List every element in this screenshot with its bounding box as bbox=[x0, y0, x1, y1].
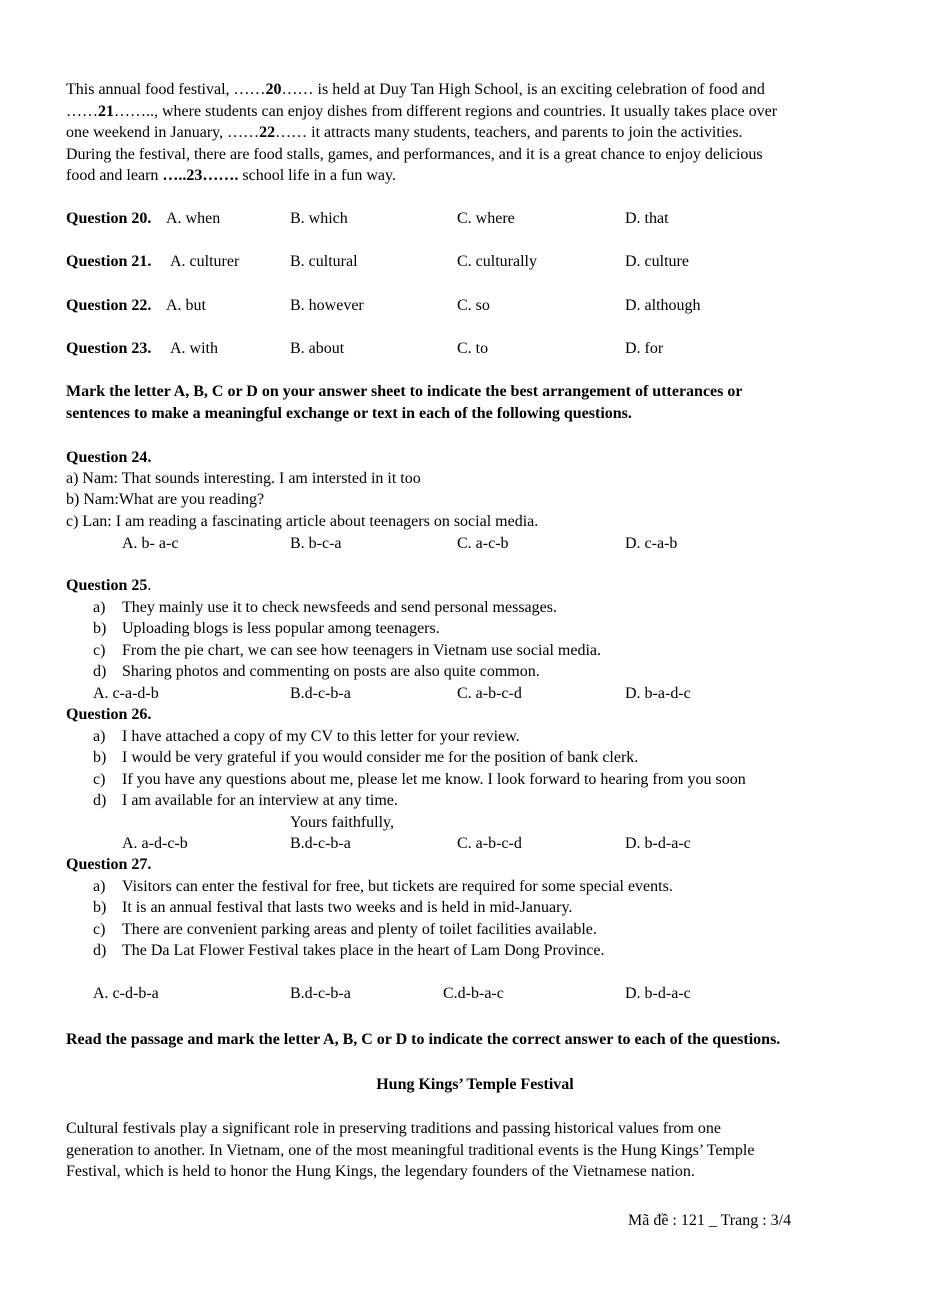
option-d[interactable]: D. b-a-d-c bbox=[625, 685, 691, 702]
question-label: Question 20. bbox=[66, 210, 152, 227]
cloze-passage bbox=[66, 79, 777, 187]
option-d[interactable]: D. culture bbox=[625, 253, 689, 270]
text: This annual food festival, …… bbox=[66, 81, 266, 98]
option-a[interactable]: A. c-d-b-a bbox=[93, 985, 159, 1002]
option-a[interactable]: A. culturer bbox=[170, 253, 240, 270]
item-letter: c) bbox=[93, 921, 106, 938]
option-d[interactable]: D. c-a-b bbox=[625, 535, 678, 552]
list-item bbox=[93, 640, 601, 662]
item-letter: d) bbox=[93, 663, 107, 680]
text: …….., where students can enjoy dishes from different regions and countries. It usually takes place over bbox=[114, 102, 778, 120]
item-letter: a) bbox=[93, 878, 106, 895]
item-text: I am available for an interview at any time. bbox=[122, 792, 398, 809]
question-label: Question 26. bbox=[66, 706, 152, 723]
item-letter: d) bbox=[93, 792, 107, 809]
option-d[interactable]: D. b-d-a-c bbox=[625, 985, 691, 1002]
reading-instruction: Read the passage and mark the letter A, B, C or D to indicate the correct answer to each of the questions. bbox=[66, 1031, 781, 1048]
item-letter: c) bbox=[93, 771, 106, 788]
text: …… bbox=[66, 102, 98, 120]
text: school life in a fun way. bbox=[238, 167, 396, 184]
passage-title: Hung Kings’ Temple Festival bbox=[376, 1076, 574, 1093]
option-a[interactable]: A. b- a-c bbox=[122, 535, 179, 552]
option-c[interactable]: C. culturally bbox=[457, 253, 537, 270]
item-letter: b) bbox=[93, 620, 107, 637]
question-label: Question 27. bbox=[66, 856, 152, 873]
item-text: They mainly use it to check newsfeeds and send personal messages. bbox=[122, 599, 557, 616]
option-c[interactable]: C. a-b-c-d bbox=[457, 685, 522, 702]
question-label: Question 24. bbox=[66, 449, 152, 466]
blank-number: 22 bbox=[259, 124, 276, 141]
option-a[interactable]: A. when bbox=[166, 210, 221, 227]
option-c[interactable]: C. where bbox=[457, 210, 515, 227]
list-item bbox=[93, 597, 557, 619]
option-c[interactable]: C. a-c-b bbox=[457, 535, 509, 552]
text: …… is held at Duy Tan High School, is an exciting celebration of food and bbox=[281, 81, 765, 98]
question-label: Question 23. bbox=[66, 340, 152, 357]
question-label: Question 21. bbox=[66, 253, 152, 270]
text: one weekend in January, …… bbox=[66, 124, 260, 141]
list-item bbox=[93, 769, 746, 791]
text: food and learn bbox=[66, 167, 163, 184]
option-a[interactable]: A. but bbox=[166, 297, 206, 314]
question-label-punct: . bbox=[147, 577, 152, 594]
option-b[interactable]: B.d-c-b-a bbox=[290, 985, 351, 1002]
passage-line bbox=[66, 101, 777, 123]
item-text: Visitors can enter the festival for free, but tickets are required for some special events. bbox=[122, 878, 673, 895]
option-d[interactable]: D. although bbox=[625, 297, 701, 314]
instruction-line: sentences to make a meaningful exchange or text in each of the following questions. bbox=[66, 404, 632, 422]
option-b[interactable]: B. which bbox=[290, 210, 348, 227]
passage-line: During the festival, there are food stalls, games, and performances, and it is a great chance to enjoy delicious bbox=[66, 145, 763, 163]
item-text: From the pie chart, we can see how teenagers in Vietnam use social media. bbox=[122, 642, 602, 659]
option-b[interactable]: B. b-c-a bbox=[290, 535, 342, 552]
instruction-line: Mark the letter A, B, C or D on your answer sheet to indicate the best arrangement of utterances or bbox=[66, 383, 743, 400]
passage-line bbox=[66, 79, 777, 101]
item-text: Sharing photos and commenting on posts are also quite common. bbox=[122, 663, 540, 680]
option-a[interactable]: A. a-d-c-b bbox=[122, 835, 188, 852]
passage-line bbox=[66, 165, 777, 187]
question-label-text: Question 25 bbox=[66, 577, 148, 594]
letter-closing: Yours faithfully, bbox=[290, 814, 395, 831]
option-c[interactable]: C. a-b-c-d bbox=[457, 835, 522, 852]
option-b[interactable]: B. about bbox=[290, 340, 345, 357]
item-letter: b) bbox=[93, 899, 107, 916]
arrangement-instruction bbox=[66, 381, 742, 424]
option-c[interactable]: C. so bbox=[457, 297, 490, 314]
option-b[interactable]: B. however bbox=[290, 297, 364, 314]
item-text: I have attached a copy of my CV to this letter for your review. bbox=[122, 728, 520, 745]
list-item bbox=[93, 919, 597, 941]
passage-line: Festival, which is held to honor the Hung Kings, the legendary founders of the Vietnamese nation. bbox=[66, 1163, 695, 1180]
blank-number: 21 bbox=[98, 102, 114, 120]
question-label: Question 22. bbox=[66, 297, 152, 314]
item-text: Uploading blogs is less popular among teenagers. bbox=[122, 620, 440, 637]
option-b[interactable]: B.d-c-b-a bbox=[290, 685, 351, 702]
dialogue-line: c) Lan: I am reading a fascinating article about teenagers on social media. bbox=[66, 513, 539, 530]
item-letter: d) bbox=[93, 942, 107, 959]
item-letter: a) bbox=[93, 728, 106, 745]
option-a[interactable]: A. with bbox=[170, 340, 218, 357]
option-a[interactable]: A. c-a-d-b bbox=[93, 685, 159, 702]
list-item bbox=[93, 618, 440, 640]
reading-passage bbox=[66, 1118, 754, 1183]
option-b[interactable]: B.d-c-b-a bbox=[290, 835, 351, 852]
option-d[interactable]: D. b-d-a-c bbox=[625, 835, 691, 852]
list-item bbox=[93, 940, 605, 962]
blank-number: 20 bbox=[265, 81, 282, 98]
question-label bbox=[66, 575, 151, 597]
blank-number: …..23……. bbox=[162, 167, 239, 184]
list-item bbox=[93, 897, 572, 919]
list-item bbox=[93, 726, 520, 748]
item-text: There are convenient parking areas and plenty of toilet facilities available. bbox=[122, 921, 597, 938]
option-d[interactable]: D. for bbox=[625, 340, 664, 357]
item-text: The Da Lat Flower Festival takes place in the heart of Lam Dong Province. bbox=[122, 942, 605, 959]
option-c[interactable]: C. to bbox=[457, 340, 489, 357]
item-letter: c) bbox=[93, 642, 106, 659]
list-item bbox=[93, 661, 540, 683]
text: …… it attracts many students, teachers, and parents to join the activities. bbox=[275, 124, 743, 141]
list-item bbox=[93, 876, 673, 898]
item-letter: b) bbox=[93, 749, 107, 766]
passage-line: Cultural festivals play a significant role in preserving traditions and passing historical values from one bbox=[66, 1120, 721, 1137]
item-text: If you have any questions about me, please let me know. I look forward to hearing from you soon bbox=[122, 771, 746, 788]
passage-line bbox=[66, 122, 777, 144]
option-c[interactable]: C.d-b-a-c bbox=[443, 985, 504, 1002]
item-text: It is an annual festival that lasts two weeks and is held in mid-January. bbox=[122, 899, 573, 916]
passage-line: generation to another. In Vietnam, one of the most meaningful traditional events is the Hung Kings’ Temple bbox=[66, 1141, 755, 1159]
list-item bbox=[93, 747, 638, 769]
dialogue-line: a) Nam: That sounds interesting. I am intersted in it too bbox=[66, 470, 421, 487]
option-b[interactable]: B. cultural bbox=[290, 253, 358, 270]
page-footer: Mã đề : 121 _ Trang : 3/4 bbox=[628, 1212, 792, 1229]
option-d[interactable]: D. that bbox=[625, 210, 669, 227]
dialogue-line: b) Nam:What are you reading? bbox=[66, 491, 265, 508]
item-letter: a) bbox=[93, 599, 106, 616]
list-item bbox=[93, 790, 398, 812]
item-text: I would be very grateful if you would consider me for the position of bank clerk. bbox=[122, 749, 639, 766]
